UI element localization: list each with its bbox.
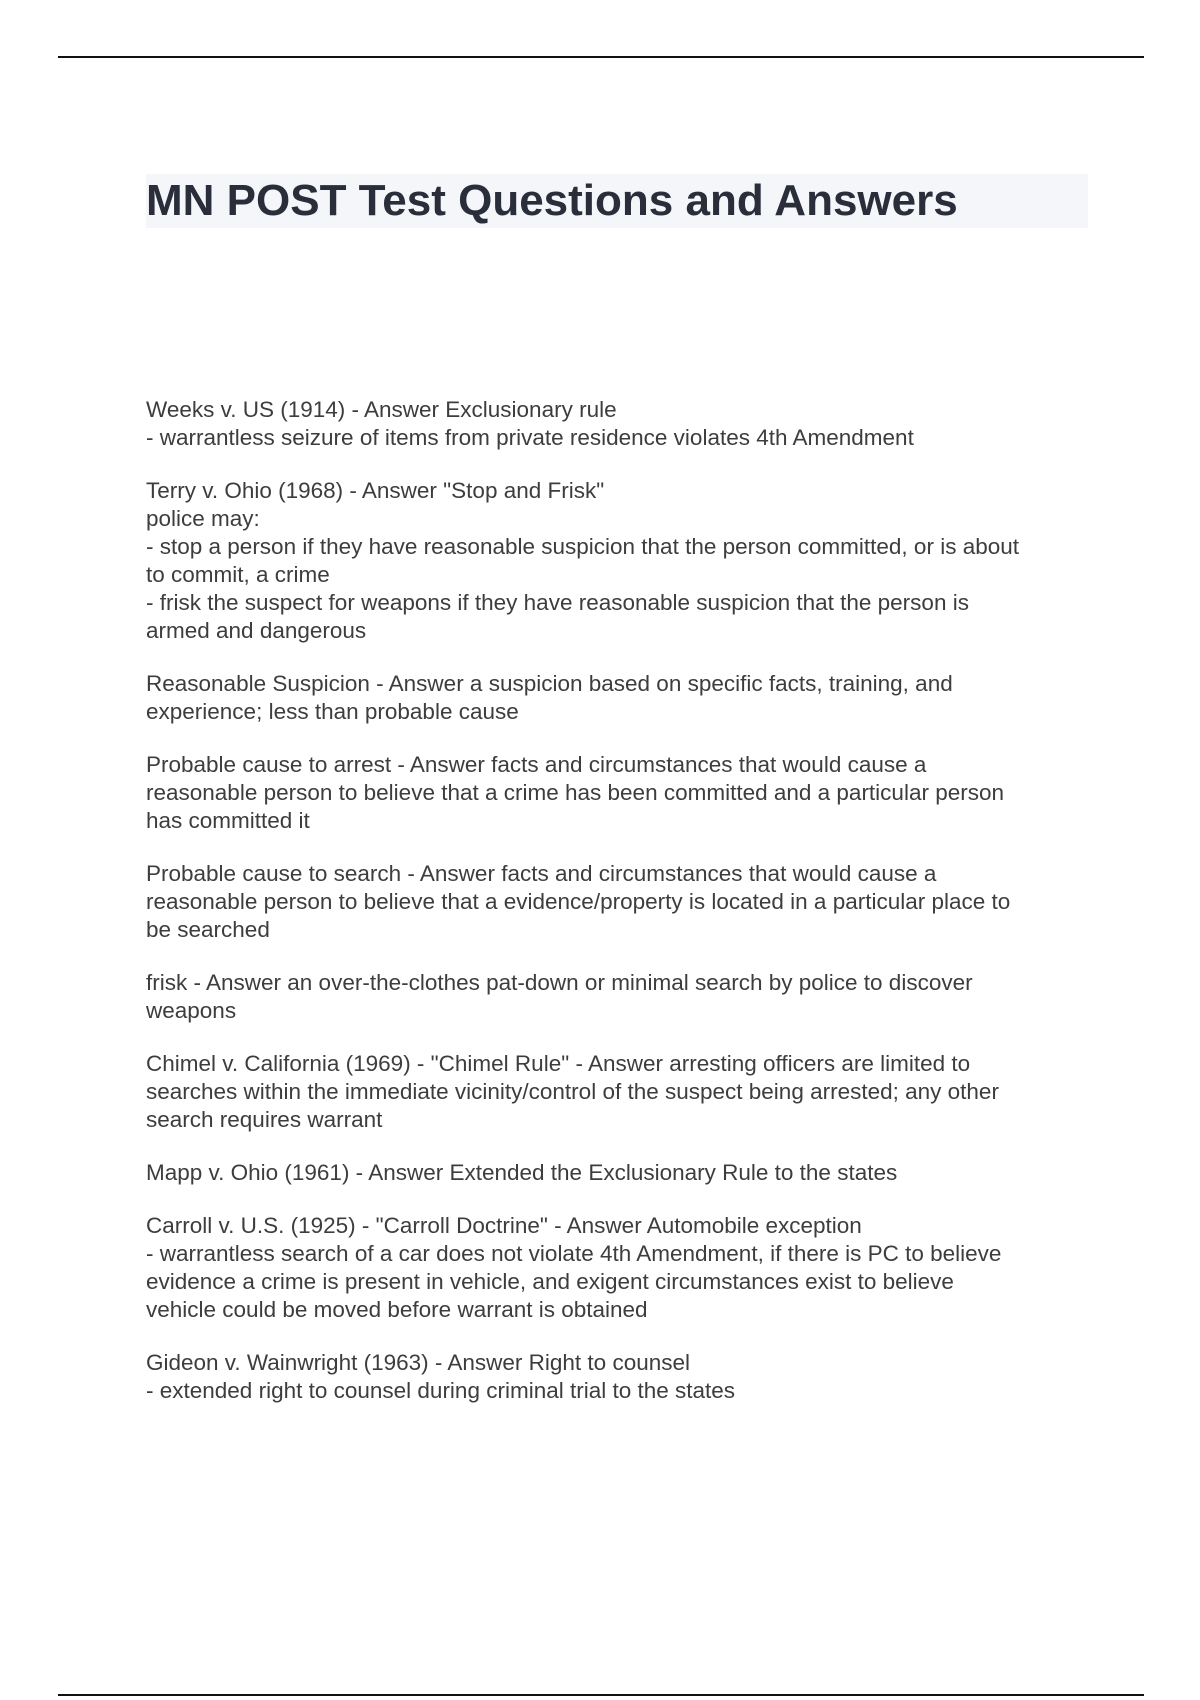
qa-entry	[146, 1050, 1096, 1134]
qa-entry-heading: Gideon v. Wainwright (1963) - Answer Right to counsel	[146, 1350, 690, 1375]
qa-entry-heading: Probable cause to arrest - Answer facts and circumstances that would cause a	[146, 752, 927, 777]
bottom-rule	[58, 1694, 1144, 1696]
qa-entry-line: police may:	[146, 506, 260, 531]
qa-entry-heading: Terry v. Ohio (1968) - Answer "Stop and Frisk"	[146, 478, 605, 503]
qa-entry	[146, 477, 1096, 645]
qa-entry	[146, 396, 1096, 452]
document-title: MN POST Test Questions and Answers	[146, 176, 958, 225]
qa-entry-line: weapons	[146, 998, 237, 1023]
qa-list	[146, 396, 1096, 1430]
qa-entry-line: experience; less than probable cause	[146, 699, 519, 724]
qa-entry-line: - warrantless search of a car does not violate 4th Amendment, if there is PC to believe	[146, 1241, 1002, 1266]
qa-entry-line: reasonable person to believe that a evidence/property is located in a particular place to	[146, 889, 1011, 914]
qa-entry	[146, 860, 1096, 944]
qa-entry-heading: Carroll v. U.S. (1925) - "Carroll Doctrine" - Answer Automobile exception	[146, 1213, 862, 1238]
qa-entry-line: - warrantless seizure of items from private residence violates 4th Amendment	[146, 425, 914, 450]
qa-entry-line: reasonable person to believe that a crime has been committed and a particular person	[146, 780, 1004, 805]
qa-entry-heading: Probable cause to search - Answer facts and circumstances that would cause a	[146, 861, 937, 886]
qa-entry-line: to commit, a crime	[146, 562, 330, 587]
qa-entry	[146, 1212, 1096, 1324]
qa-entry-line: search requires warrant	[146, 1107, 383, 1132]
qa-entry	[146, 751, 1096, 835]
qa-entry-heading: Chimel v. California (1969) - "Chimel Rule" - Answer arresting officers are limited to	[146, 1051, 971, 1076]
qa-entry-heading: Reasonable Suspicion - Answer a suspicion based on specific facts, training, and	[146, 671, 953, 696]
qa-entry	[146, 1349, 1096, 1405]
qa-entry-line: evidence a crime is present in vehicle, and exigent circumstances exist to believe	[146, 1269, 954, 1294]
qa-entry-line: vehicle could be moved before warrant is obtained	[146, 1297, 648, 1322]
qa-entry	[146, 969, 1096, 1025]
qa-entry-line: searches within the immediate vicinity/control of the suspect being arrested; any other	[146, 1079, 999, 1104]
top-rule	[58, 56, 1144, 58]
qa-entry	[146, 670, 1096, 726]
qa-entry-line: - frisk the suspect for weapons if they have reasonable suspicion that the person is	[146, 590, 969, 615]
qa-entry	[146, 1159, 1096, 1187]
qa-entry-heading: frisk - Answer an over-the-clothes pat-down or minimal search by police to discover	[146, 970, 973, 995]
qa-entry-line: be searched	[146, 917, 270, 942]
qa-entry-line: armed and dangerous	[146, 618, 367, 643]
qa-entry-heading: Mapp v. Ohio (1961) - Answer Extended the Exclusionary Rule to the states	[146, 1160, 898, 1185]
qa-entry-heading: Weeks v. US (1914) - Answer Exclusionary rule	[146, 397, 617, 422]
qa-entry-line: has committed it	[146, 808, 310, 833]
qa-entry-line: - extended right to counsel during criminal trial to the states	[146, 1378, 736, 1403]
qa-entry-line: - stop a person if they have reasonable suspicion that the person committed, or is about	[146, 534, 1019, 559]
